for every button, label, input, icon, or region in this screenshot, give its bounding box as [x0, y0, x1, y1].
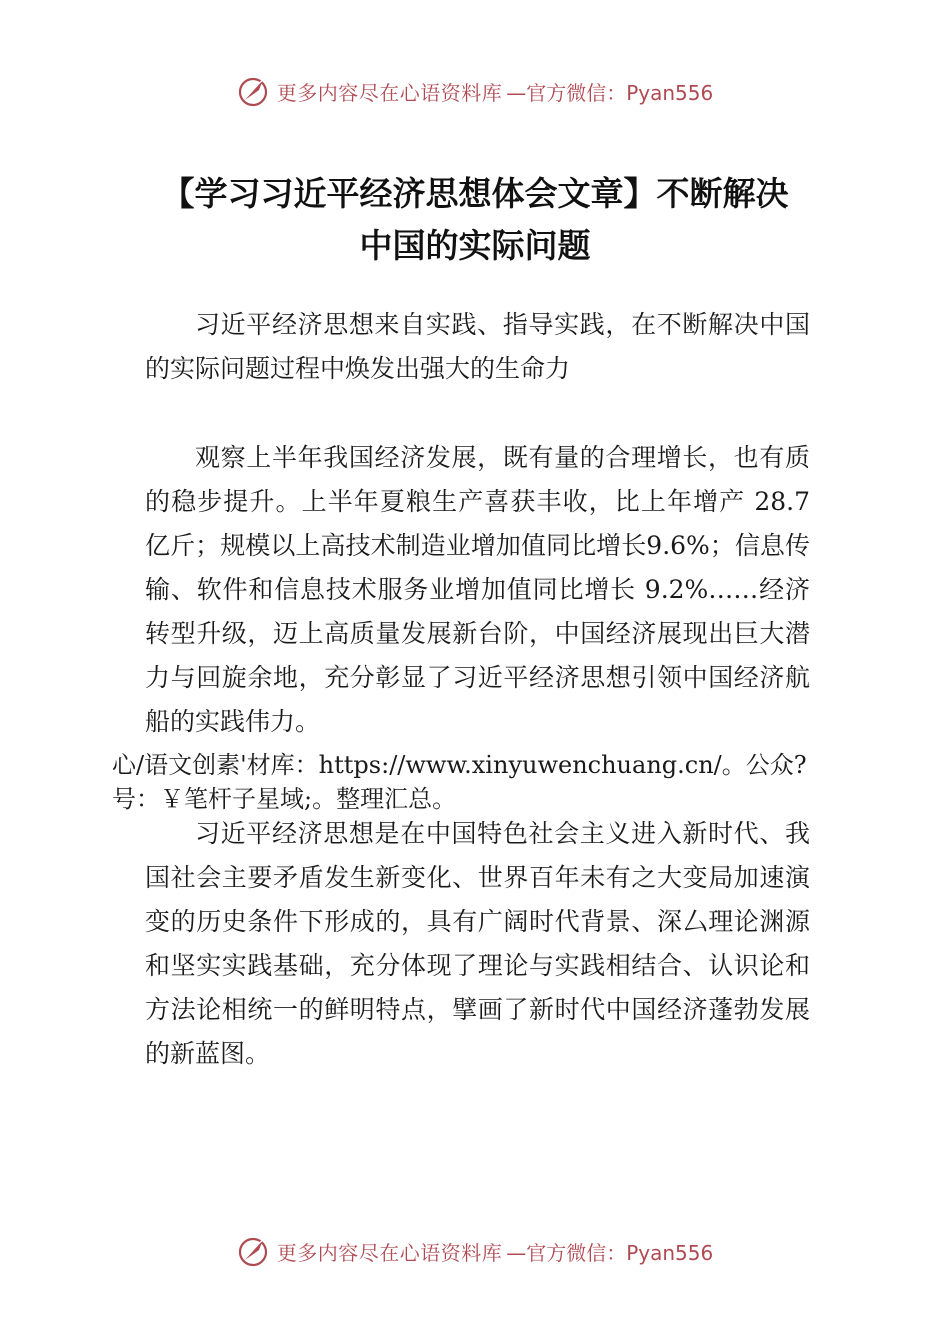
- title-line-2: 中国的实际问题: [359, 226, 591, 265]
- page-title: [120, 168, 830, 272]
- banner-slogan: 更多内容尽在心语资料库: [276, 80, 503, 105]
- paragraph-intro: 习近平经济思想来自实践、指导实践，在不断解决中国的实际问题过程中焕发出强大的生命力: [145, 310, 810, 383]
- banner-wechat: —官方微信：Pyan556: [506, 80, 714, 105]
- source-watermark-text: 心/语文创素'材库：https://www.xinyuwenchuang.cn/。公众?号：￥笔杆子星域;。整理汇总。: [112, 751, 807, 813]
- paragraph-background: 习近平经济思想是在中国特色社会主义进入新时代、我国社会主要矛盾发生新变化、世界百年未有之大变局加速演变的历史条件下形成的，具有广阔时代背景、深厶理论渊源和坚实实践基础，充分体现了理论与实践相结合、认识论和方法论相统一的鲜明特点，擘画了新时代中国经济蓬勃发展的新蓝图。: [145, 819, 810, 1068]
- header-banner: [0, 74, 950, 108]
- title-line-1: 【学习习近平经济思想体会文章】不断解决: [161, 174, 789, 213]
- footer-banner: [0, 1234, 950, 1268]
- banner-wechat: —官方微信：Pyan556: [506, 1240, 714, 1265]
- paragraph-observation: 观察上半年我国经济发展，既有量的合理增长，也有质的稳步提升。上半年夏粮生产喜获丰收，比上年增产 28.7 亿斤；规模以上高技术制造业增加值同比增长9.6%；信息传输、软件和信息技术服务业增加值同比增长 9.2%……经济转型升级，迈上高质量发展新台阶，中国经济展现出巨大潜力与回旋余地，充分彰显了习近平经济思想引领中国经济航船的实践伟力。: [145, 443, 810, 736]
- quill-logo-icon: [237, 74, 271, 108]
- quill-logo-icon: [237, 1234, 271, 1268]
- banner-slogan: 更多内容尽在心语资料库: [276, 1240, 503, 1265]
